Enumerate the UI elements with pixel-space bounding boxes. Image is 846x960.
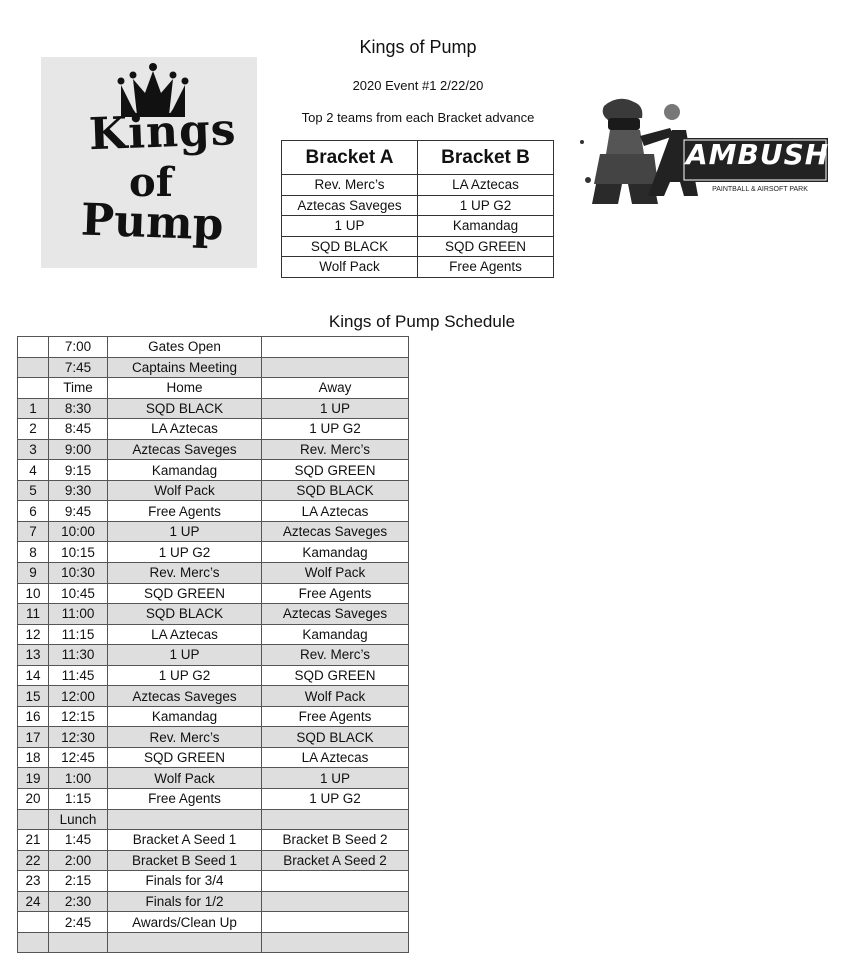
away-team <box>262 871 409 892</box>
home-team: Wolf Pack <box>108 480 262 501</box>
schedule-row <box>18 830 409 851</box>
schedule-row <box>18 398 409 419</box>
game-time: 12:30 <box>49 727 108 748</box>
game-number: 14 <box>18 665 49 686</box>
game-time: 10:30 <box>49 563 108 584</box>
home-team: Home <box>108 378 262 399</box>
game-number: 8 <box>18 542 49 563</box>
ambush-logo-tagline: PAINTBALL & AIRSOFT PARK <box>712 186 808 193</box>
away-team: Kamandag <box>262 624 409 645</box>
home-team: Aztecas Saveges <box>108 686 262 707</box>
game-number: 17 <box>18 727 49 748</box>
schedule-title: Kings of Pump Schedule <box>328 312 516 331</box>
home-team: 1 UP G2 <box>108 542 262 563</box>
bracket-a-team: Rev. Merc’s <box>282 175 418 196</box>
game-time: 9:00 <box>49 439 108 460</box>
bracket-a-team: 1 UP <box>282 216 418 237</box>
game-time: Lunch <box>49 809 108 830</box>
game-number <box>18 912 49 933</box>
schedule-row <box>18 871 409 892</box>
game-number: 11 <box>18 604 49 625</box>
bracket-a-team: Aztecas Saveges <box>282 195 418 216</box>
away-team: Wolf Pack <box>262 563 409 584</box>
away-team: Away <box>262 378 409 399</box>
game-time: 2:15 <box>49 871 108 892</box>
home-team: SQD BLACK <box>108 604 262 625</box>
game-time: 11:15 <box>49 624 108 645</box>
game-number <box>18 809 49 830</box>
game-number: 1 <box>18 398 49 419</box>
page-title: Kings of Pump <box>359 37 477 57</box>
home-team: Kamandag <box>108 706 262 727</box>
schedule-row <box>18 789 409 810</box>
schedule-row <box>18 932 409 953</box>
home-team: Gates Open <box>108 337 262 358</box>
game-number: 24 <box>18 891 49 912</box>
schedule-row <box>18 604 409 625</box>
bracket-header-row <box>282 141 554 175</box>
bracket-a-header: Bracket A <box>282 141 418 175</box>
ambush-logo <box>574 92 830 210</box>
home-team: LA Aztecas <box>108 624 262 645</box>
game-number: 7 <box>18 521 49 542</box>
away-team: Bracket A Seed 2 <box>262 850 409 871</box>
bracket-b-team: SQD GREEN <box>418 236 554 257</box>
game-number: 9 <box>18 563 49 584</box>
game-number: 12 <box>18 624 49 645</box>
game-number <box>18 357 49 378</box>
bracket-a-team: SQD BLACK <box>282 236 418 257</box>
away-team <box>262 357 409 378</box>
home-team: Captains Meeting <box>108 357 262 378</box>
game-time: 2:30 <box>49 891 108 912</box>
game-time: 2:45 <box>49 912 108 933</box>
away-team: Kamandag <box>262 542 409 563</box>
schedule-row <box>18 850 409 871</box>
game-number: 15 <box>18 686 49 707</box>
game-time: 1:45 <box>49 830 108 851</box>
game-time: 10:45 <box>49 583 108 604</box>
away-team: 1 UP <box>262 768 409 789</box>
schedule-body <box>18 337 409 953</box>
bracket-row <box>282 257 554 278</box>
game-time: 12:45 <box>49 747 108 768</box>
bracket-row <box>282 195 554 216</box>
home-team: 1 UP G2 <box>108 665 262 686</box>
bracket-a-team: Wolf Pack <box>282 257 418 278</box>
home-team <box>108 809 262 830</box>
home-team: Kamandag <box>108 460 262 481</box>
game-time: 7:45 <box>49 357 108 378</box>
schedule-row <box>18 419 409 440</box>
ambush-logo-name: AMBUSH <box>686 138 830 171</box>
game-number: 16 <box>18 706 49 727</box>
game-number <box>18 932 49 953</box>
home-team: 1 UP <box>108 645 262 666</box>
home-team: Wolf Pack <box>108 768 262 789</box>
bracket-b-team: Free Agents <box>418 257 554 278</box>
home-team: SQD GREEN <box>108 583 262 604</box>
game-time: 2:00 <box>49 850 108 871</box>
away-team: Aztecas Saveges <box>262 521 409 542</box>
away-team: Free Agents <box>262 706 409 727</box>
home-team: Bracket A Seed 1 <box>108 830 262 851</box>
home-team: Free Agents <box>108 789 262 810</box>
game-number <box>18 337 49 358</box>
schedule-row <box>18 378 409 399</box>
bracket-b-header: Bracket B <box>418 141 554 175</box>
away-team: Bracket B Seed 2 <box>262 830 409 851</box>
bracket-b-team: LA Aztecas <box>418 175 554 196</box>
home-team: Bracket B Seed 1 <box>108 850 262 871</box>
game-number: 19 <box>18 768 49 789</box>
game-time: Time <box>49 378 108 399</box>
home-team: SQD GREEN <box>108 747 262 768</box>
game-number: 22 <box>18 850 49 871</box>
schedule-row <box>18 768 409 789</box>
away-team: SQD GREEN <box>262 665 409 686</box>
schedule-row <box>18 912 409 933</box>
game-time: 8:45 <box>49 419 108 440</box>
away-team: 1 UP G2 <box>262 419 409 440</box>
away-team: LA Aztecas <box>262 501 409 522</box>
game-time <box>49 932 108 953</box>
game-time: 12:00 <box>49 686 108 707</box>
schedule-row <box>18 624 409 645</box>
schedule-row <box>18 357 409 378</box>
game-time: 7:00 <box>49 337 108 358</box>
game-number: 20 <box>18 789 49 810</box>
home-team: SQD BLACK <box>108 398 262 419</box>
schedule-row <box>18 686 409 707</box>
home-team: Awards/Clean Up <box>108 912 262 933</box>
schedule-row <box>18 460 409 481</box>
home-team: Finals for 3/4 <box>108 871 262 892</box>
away-team <box>262 337 409 358</box>
home-team: Free Agents <box>108 501 262 522</box>
schedule-row <box>18 665 409 686</box>
away-team: Free Agents <box>262 583 409 604</box>
game-time: 9:45 <box>49 501 108 522</box>
away-team: Aztecas Saveges <box>262 604 409 625</box>
schedule-row <box>18 521 409 542</box>
game-time: 11:45 <box>49 665 108 686</box>
bracket-b-team: Kamandag <box>418 216 554 237</box>
event-subtitle: 2020 Event #1 2/22/20 <box>352 78 484 93</box>
game-time: 1:00 <box>49 768 108 789</box>
bracket-b-team: 1 UP G2 <box>418 195 554 216</box>
schedule-row <box>18 727 409 748</box>
game-time: 12:15 <box>49 706 108 727</box>
away-team: 1 UP G2 <box>262 789 409 810</box>
away-team: Rev. Merc’s <box>262 439 409 460</box>
game-time: 9:15 <box>49 460 108 481</box>
game-number: 18 <box>18 747 49 768</box>
home-team: Finals for 1/2 <box>108 891 262 912</box>
game-number: 3 <box>18 439 49 460</box>
bracket-row <box>282 216 554 237</box>
game-number: 23 <box>18 871 49 892</box>
game-number: 5 <box>18 480 49 501</box>
away-team: SQD GREEN <box>262 460 409 481</box>
away-team: Wolf Pack <box>262 686 409 707</box>
bracket-row <box>282 175 554 196</box>
game-number: 21 <box>18 830 49 851</box>
schedule-row <box>18 809 409 830</box>
away-team <box>262 932 409 953</box>
schedule-row <box>18 480 409 501</box>
schedule-row <box>18 706 409 727</box>
away-team <box>262 912 409 933</box>
kings-logo-line3: Pump <box>80 194 225 251</box>
schedule-row <box>18 337 409 358</box>
game-time: 11:30 <box>49 645 108 666</box>
game-time: 10:15 <box>49 542 108 563</box>
schedule-row <box>18 501 409 522</box>
kings-of-pump-logo <box>41 57 257 268</box>
away-team: SQD BLACK <box>262 727 409 748</box>
home-team <box>108 932 262 953</box>
schedule-table <box>17 336 409 953</box>
advance-note: Top 2 teams from each Bracket advance <box>301 110 535 125</box>
home-team: 1 UP <box>108 521 262 542</box>
game-time: 9:30 <box>49 480 108 501</box>
schedule-row <box>18 645 409 666</box>
game-time: 8:30 <box>49 398 108 419</box>
game-number: 6 <box>18 501 49 522</box>
schedule-row <box>18 583 409 604</box>
game-number: 4 <box>18 460 49 481</box>
kings-logo-line2: of <box>129 159 173 206</box>
kings-logo-line1: Kings <box>88 104 238 161</box>
home-team: Aztecas Saveges <box>108 439 262 460</box>
bracket-row <box>282 236 554 257</box>
away-team: LA Aztecas <box>262 747 409 768</box>
game-number: 2 <box>18 419 49 440</box>
away-team <box>262 891 409 912</box>
game-number <box>18 378 49 399</box>
home-team: Rev. Merc’s <box>108 727 262 748</box>
schedule-row <box>18 747 409 768</box>
away-team: Rev. Merc’s <box>262 645 409 666</box>
bracket-table <box>281 140 554 278</box>
home-team: LA Aztecas <box>108 419 262 440</box>
game-number: 13 <box>18 645 49 666</box>
game-time: 10:00 <box>49 521 108 542</box>
game-time: 11:00 <box>49 604 108 625</box>
away-team <box>262 809 409 830</box>
schedule-row <box>18 439 409 460</box>
schedule-row <box>18 891 409 912</box>
away-team: 1 UP <box>262 398 409 419</box>
game-time: 1:15 <box>49 789 108 810</box>
schedule-row <box>18 563 409 584</box>
schedule-row <box>18 542 409 563</box>
home-team: Rev. Merc’s <box>108 563 262 584</box>
away-team: SQD BLACK <box>262 480 409 501</box>
game-number: 10 <box>18 583 49 604</box>
bracket-body <box>282 175 554 278</box>
